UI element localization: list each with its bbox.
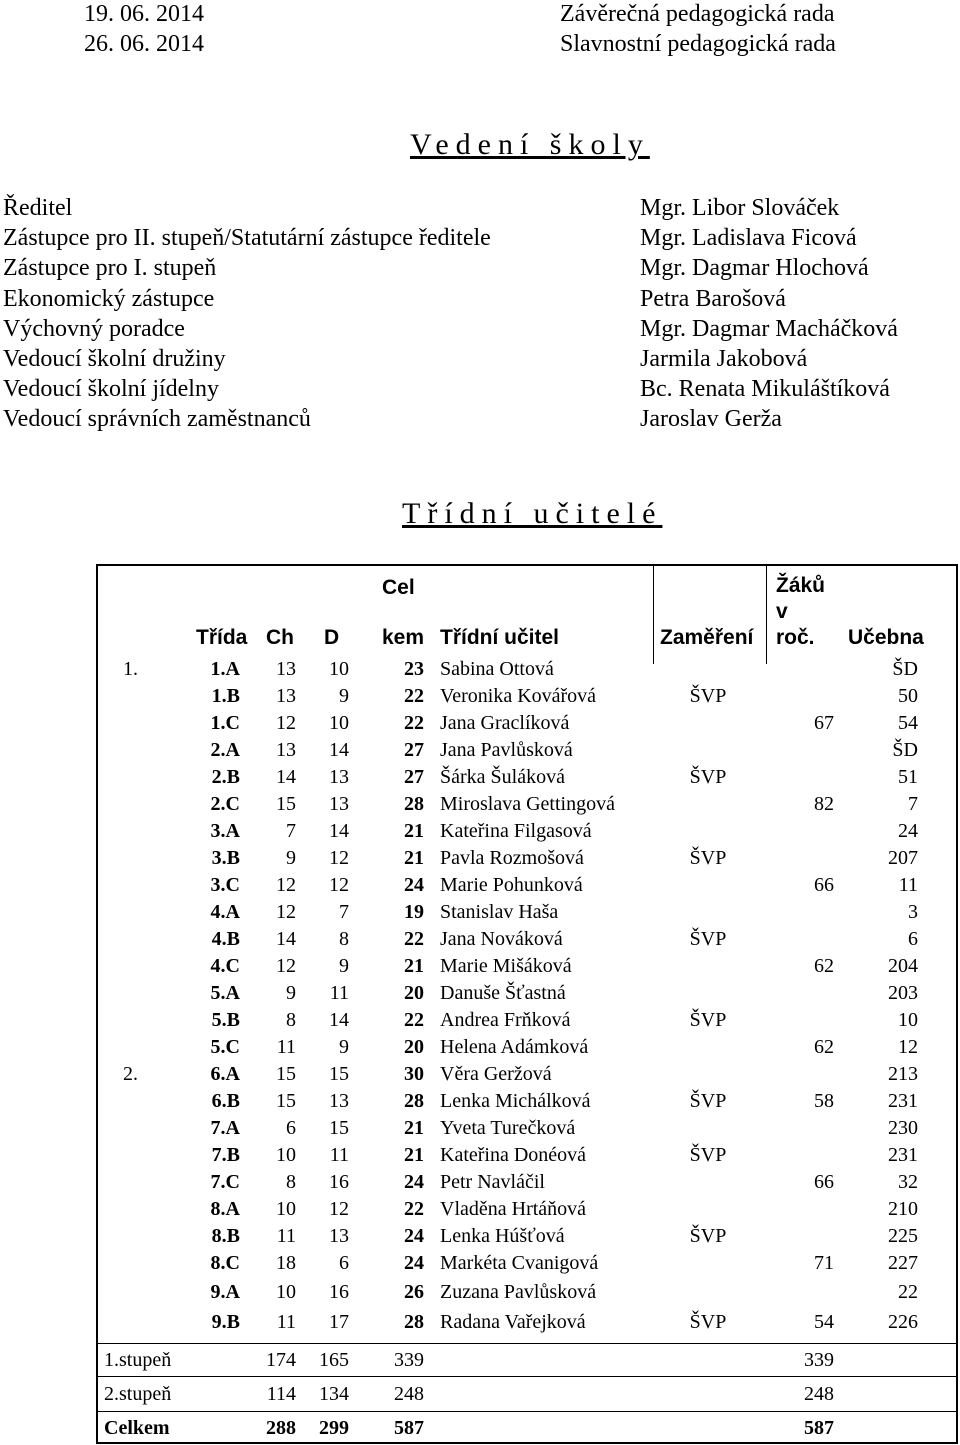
total-cell: 23 [404,658,424,680]
class-cell: 5.C [210,1036,240,1058]
table-row [98,1061,956,1088]
total-cell: 24 [404,1171,424,1193]
class-cell: 3.B [211,847,240,869]
schedule-event-2: Slavnostní pedagogická rada [560,31,836,57]
class-cell: 7.A [210,1117,240,1139]
table-row [98,899,956,926]
role-label: Vedoucí školní jídelny [3,376,219,403]
table-row [98,710,956,737]
boys-cell: 6 [286,1117,296,1139]
girls-cell: 10 [329,658,349,680]
role-label: Vedoucí školní družiny [3,345,226,372]
class-cell: 6.A [210,1063,240,1085]
boys-cell: 7 [286,820,296,842]
class-cell: 6.B [211,1090,240,1112]
teacher-name: Petr Navláčil [440,1171,545,1193]
classroom-cell: 54 [898,712,918,734]
table-row [98,1223,956,1250]
boys-cell: 9 [286,982,296,1004]
teacher-name: Kateřina Donéová [440,1144,587,1166]
summary-label: 1.stupeň [104,1349,172,1371]
table-row [98,764,956,791]
total-cell: 21 [404,1117,424,1139]
girls-cell: 12 [329,847,349,869]
class-cell: 4.A [210,901,240,923]
total-cell: 19 [404,901,424,923]
table-row [98,1279,956,1306]
girls-cell: 16 [329,1281,349,1303]
classroom-cell: 207 [888,847,918,869]
total-cell: 24 [404,874,424,896]
summary-zaku: 339 [804,1349,834,1371]
class-cell: 9.B [211,1311,240,1333]
person-name: Mgr. Ladislava Ficová [640,225,857,252]
role-label: Ekonomický zástupce [3,285,215,312]
girls-cell: 14 [329,820,349,842]
classroom-cell: 24 [898,820,918,842]
summary-d: 299 [319,1417,349,1439]
total-cell: 28 [404,1311,424,1333]
teacher-name: Marie Pohunková [440,874,583,896]
class-cell: 9.A [210,1281,240,1303]
class-cell: 2.B [211,766,240,788]
classroom-cell: 227 [888,1252,918,1274]
class-cell: 7.B [211,1144,240,1166]
summary-row-total [98,1411,956,1445]
boys-cell: 9 [286,847,296,869]
table-row [98,818,956,845]
classroom-cell: 32 [898,1171,918,1193]
table-row [98,1142,956,1169]
summary-zaku: 248 [804,1383,834,1405]
table-row [98,683,956,710]
boys-cell: 12 [276,874,296,896]
girls-cell: 14 [329,1009,349,1031]
classroom-cell: 225 [888,1225,918,1247]
students-in-grade-cell: 62 [814,1036,834,1058]
boys-cell: 11 [276,1311,296,1333]
class-cell: 5.A [210,982,240,1004]
teacher-name: Lenka Michálková [440,1090,591,1112]
total-cell: 27 [404,739,424,761]
classroom-cell: 231 [888,1144,918,1166]
classroom-cell: 204 [888,955,918,977]
total-cell: 22 [404,1198,424,1220]
classroom-cell: 11 [898,874,918,896]
summary-d: 165 [319,1349,349,1371]
classroom-cell: 210 [888,1198,918,1220]
boys-cell: 15 [276,793,296,815]
total-cell: 24 [404,1225,424,1247]
class-cell: 2.C [210,793,240,815]
boys-cell: 8 [286,1171,296,1193]
classroom-cell: 51 [898,766,918,788]
students-in-grade-cell: 54 [814,1311,834,1333]
girls-cell: 15 [329,1117,349,1139]
girls-cell: 9 [339,1036,349,1058]
focus-cell: ŠVP [689,928,727,950]
total-cell: 30 [404,1063,424,1085]
boys-cell: 10 [276,1198,296,1220]
table-row [98,926,956,953]
table-row [98,1034,956,1061]
total-cell: 22 [404,1009,424,1031]
focus-cell: ŠVP [689,685,727,707]
girls-cell: 15 [329,1063,349,1085]
class-cell: 7.C [210,1171,240,1193]
boys-cell: 18 [276,1252,296,1274]
summary-zaku: 587 [804,1417,834,1439]
table-row [98,1250,956,1277]
header-zaku-bottom: roč. [776,626,815,649]
classroom-cell: 213 [888,1063,918,1085]
classroom-cell: 12 [898,1036,918,1058]
role-label: Ředitel [3,195,73,221]
girls-cell: 11 [329,982,349,1004]
summary-total: 339 [394,1349,424,1371]
boys-cell: 12 [276,955,296,977]
classroom-cell: 50 [898,685,918,707]
teacher-name: Šárka Šuláková [440,766,565,788]
girls-cell: 12 [329,874,349,896]
class-cell: 1.A [210,658,240,680]
role-label: Výchovný poradce [3,315,185,342]
teacher-name: Danuše Šťastná [440,982,566,1004]
girls-cell: 6 [339,1252,349,1274]
teacher-name: Jana Pavlůsková [440,739,573,761]
girls-cell: 9 [339,685,349,707]
header-divider [653,566,654,664]
focus-cell: ŠVP [689,1144,727,1166]
total-cell: 21 [404,955,424,977]
teacher-name: Markéta Cvanigová [440,1252,599,1274]
header-zamereni: Zaměření [660,626,754,649]
header-d: D [324,626,340,649]
girls-cell: 13 [329,1225,349,1247]
leadership-names [640,193,898,435]
teacher-name: Jana Nováková [440,928,563,950]
boys-cell: 14 [276,928,296,950]
students-in-grade-cell: 58 [814,1090,834,1112]
table-row [98,1169,956,1196]
summary-ch: 174 [266,1349,296,1371]
teacher-name: Radana Vařejková [440,1311,586,1333]
class-cell: 3.A [210,820,240,842]
total-cell: 28 [404,1090,424,1112]
girls-cell: 8 [339,928,349,950]
total-cell: 20 [404,982,424,1004]
header-ch: Ch [266,626,294,649]
girls-cell: 7 [339,901,349,923]
person-name: Mgr. Dagmar Hlochová [640,255,869,282]
schedule-date-2: 26. 06. 2014 [84,31,204,57]
class-cell: 3.C [210,874,240,896]
summary-total: 587 [394,1417,424,1439]
classroom-cell: 22 [898,1281,918,1303]
total-cell: 27 [404,766,424,788]
class-cell: 1.B [211,685,240,707]
summary-ch: 288 [266,1417,296,1439]
class-cell: 4.C [210,955,240,977]
focus-cell: ŠVP [689,1311,727,1333]
summary-row [98,1343,956,1377]
girls-cell: 11 [329,1144,349,1166]
boys-cell: 8 [286,1009,296,1031]
teacher-name: Yveta Turečková [440,1117,576,1139]
role-label: Zástupce pro II. stupeň/Statutární zástupce ředitele [3,225,491,252]
total-cell: 21 [404,820,424,842]
teacher-name: Zuzana Pavlůsková [440,1281,597,1303]
table-row [98,845,956,872]
teacher-name: Marie Mišáková [440,955,572,977]
person-name: Jarmila Jakobová [640,345,808,372]
classroom-cell: 7 [908,793,918,815]
table-row [98,1007,956,1034]
table-row [98,1088,956,1115]
grade-cell: 2. [123,1063,138,1085]
classroom-cell: 226 [888,1311,918,1333]
total-cell: 22 [404,712,424,734]
summary-label: Celkem [104,1417,170,1439]
class-cell: 8.A [210,1198,240,1220]
boys-cell: 12 [276,712,296,734]
girls-cell: 13 [329,766,349,788]
table-row [98,980,956,1007]
class-cell: 2.A [210,739,240,761]
teacher-name: Kateřina Filgasová [440,820,592,842]
girls-cell: 13 [329,1090,349,1112]
boys-cell: 11 [276,1225,296,1247]
classroom-cell: ŠD [892,739,918,761]
students-in-grade-cell: 66 [814,1171,834,1193]
students-in-grade-cell: 66 [814,874,834,896]
table-row [98,737,956,764]
total-cell: 21 [404,1144,424,1166]
table-row [98,953,956,980]
teacher-name: Veronika Kovářová [440,685,597,707]
boys-cell: 10 [276,1281,296,1303]
girls-cell: 12 [329,1198,349,1220]
classroom-cell: 6 [908,928,918,950]
girls-cell: 14 [329,739,349,761]
summary-label: 2.stupeň [104,1383,172,1405]
classroom-cell: 203 [888,982,918,1004]
teacher-name: Helena Adámková [440,1036,589,1058]
students-in-grade-cell: 62 [814,955,834,977]
focus-cell: ŠVP [689,766,727,788]
classroom-cell: 230 [888,1117,918,1139]
table-row [98,1309,956,1336]
girls-cell: 10 [329,712,349,734]
class-cell: 8.C [210,1252,240,1274]
total-cell: 22 [404,685,424,707]
class-cell: 5.B [211,1009,240,1031]
classroom-cell: 3 [908,901,918,923]
girls-cell: 13 [329,793,349,815]
boys-cell: 12 [276,901,296,923]
total-cell: 24 [404,1252,424,1274]
girls-cell: 17 [329,1311,349,1333]
leadership-heading: Vedení školy [410,128,650,161]
summary-row [98,1377,956,1411]
students-in-grade-cell: 67 [814,712,834,734]
focus-cell: ŠVP [689,847,727,869]
students-in-grade-cell: 82 [814,793,834,815]
header-celkem-bottom: kem [382,626,425,649]
summary-ch: 114 [266,1383,296,1405]
teacher-name: Jana Graclíková [440,712,570,734]
girls-cell: 9 [339,955,349,977]
total-cell: 21 [404,847,424,869]
focus-cell: ŠVP [689,1225,727,1247]
boys-cell: 13 [276,658,296,680]
role-label: Zástupce pro I. stupeň [3,255,217,282]
class-teachers-table [96,564,958,1444]
header-trida: Třída [196,626,248,649]
classroom-cell: 231 [888,1090,918,1112]
person-name: Petra Barošová [640,285,786,312]
boys-cell: 11 [276,1036,296,1058]
table-row [98,1115,956,1142]
teacher-name: Stanislav Haša [440,901,559,923]
class-cell: 1.C [210,712,240,734]
teacher-name: Sabina Ottová [440,658,554,680]
classroom-cell: 10 [898,1009,918,1031]
header-ucebna: Učebna [848,626,924,649]
classroom-cell: ŠD [892,658,918,680]
person-name: Jaroslav Gerža [640,406,782,433]
class-cell: 8.B [211,1225,240,1247]
teacher-name: Věra Geržová [440,1063,552,1085]
table-row [98,1196,956,1223]
person-name: Bc. Renata Mikuláštíková [640,376,890,403]
girls-cell: 16 [329,1171,349,1193]
boys-cell: 14 [276,766,296,788]
grade-cell: 1. [123,658,138,680]
header-zaku-mid: v [776,600,788,623]
total-cell: 20 [404,1036,424,1058]
teacher-name: Pavla Rozmošová [440,847,584,869]
header-divider [766,566,767,664]
total-cell: 22 [404,928,424,950]
total-cell: 28 [404,793,424,815]
role-label: Vedoucí správních zaměstnanců [3,406,311,433]
teacher-name: Andrea Frňková [440,1009,571,1031]
focus-cell: ŠVP [689,1009,727,1031]
boys-cell: 10 [276,1144,296,1166]
focus-cell: ŠVP [689,1090,727,1112]
teacher-name: Lenka Húšťová [440,1225,565,1247]
header-celkem-top: Cel [382,576,415,599]
person-name: Mgr. Libor Slováček [640,195,840,221]
header-tridni-ucitel: Třídní učitel [440,626,560,649]
table-row [98,656,956,683]
summary-d: 134 [319,1383,349,1405]
leadership-roles [3,193,491,435]
table-row [98,872,956,899]
total-cell: 26 [404,1281,424,1303]
summary-total: 248 [394,1383,424,1405]
teachers-heading: Třídní učitelé [402,497,663,530]
class-cell: 4.B [211,928,240,950]
boys-cell: 15 [276,1063,296,1085]
schedule-event-1: Závěrečná pedagogická rada [560,1,835,27]
boys-cell: 13 [276,739,296,761]
schedule-date-1: 19. 06. 2014 [84,1,204,27]
teacher-name: Miroslava Gettingová [440,793,615,815]
boys-cell: 15 [276,1090,296,1112]
teacher-name: Vladěna Hrtáňová [440,1198,587,1220]
person-name: Mgr. Dagmar Macháčková [640,315,898,342]
boys-cell: 13 [276,685,296,707]
header-zaku-top: Žáků [776,574,826,597]
students-in-grade-cell: 71 [814,1252,834,1274]
table-row [98,791,956,818]
